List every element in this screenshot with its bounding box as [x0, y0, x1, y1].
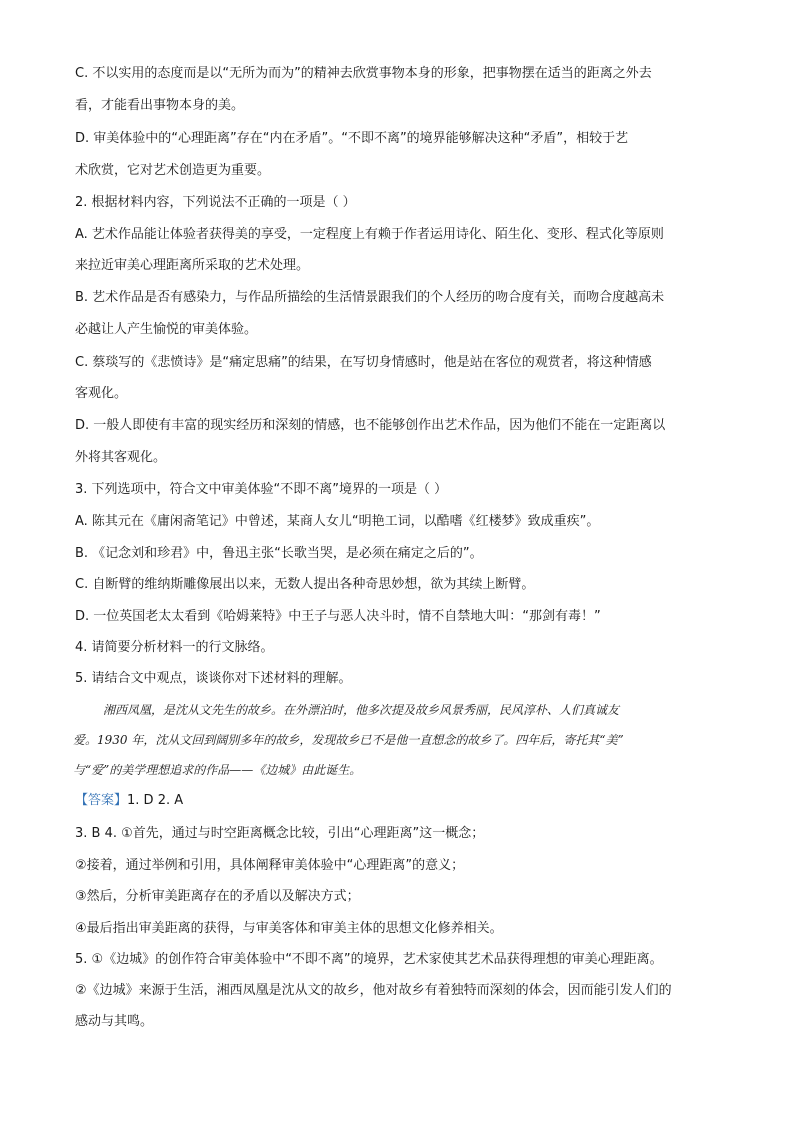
answer-label: 【答案】 [75, 793, 128, 808]
q2-option-c-line-1: C. 蔡琰写的《悲愤诗》是“痛定思痛”的结果，在写切身情感时，他是站在客位的观赏者，将这种情感 [75, 355, 652, 370]
q2-option-b-line-1: B. 艺术作品是否有感染力，与作品所描绘的生活情景跟我们的个人经历的吻合度有关，而吻合度越高未 [75, 290, 665, 305]
answer-line-1 [75, 793, 725, 809]
option-c-line-1: C. 不以实用的态度而是以“无所为而为”的精神去欣赏事物本身的形象，把事物摆在适当的距离之外去 [75, 66, 652, 81]
quote-line-3: 与“爱”的美学理想追求的作品——《边城》由此诞生。 [73, 763, 362, 777]
q2-option-d-line-2: 外将其客观化。 [75, 450, 167, 465]
answer-line-4: ③然后，分析审美距离存在的矛盾以及解决方式； [75, 889, 360, 904]
q2-option-d-line-1: D. 一般人即使有丰富的现实经历和深刻的情感，也不能够创作出艺术作品，因为他们不能在一定距离以 [75, 418, 666, 433]
answer-line-8: 感动与其鸣。 [75, 1014, 154, 1029]
answer-line-2: 3. B 4. ①首先，通过与时空距离概念比较，引出“心理距离”这一概念； [75, 826, 485, 841]
q3-option-b: B. 《记念刘和珍君》中，鲁迅主张“长歌当哭，是必须在痛定之后的”。 [75, 546, 483, 561]
q3-option-d: D. 一位英国老太太看到《哈姆莱特》中王子与恶人决斗时，情不自禁地大叫：“那剑有毒！” [75, 609, 601, 624]
answer-line-3: ②接着，通过举例和引用，具体阐释审美体验中“心理距离”的意义； [75, 858, 465, 873]
q2-option-b-line-2: 必越让人产生愉悦的审美体验。 [75, 322, 258, 337]
option-d-line-2: 术欣赏，它对艺术创造更为重要。 [75, 163, 271, 178]
question-5: 5. 请结合文中观点，谈谈你对下述材料的理解。 [75, 671, 352, 686]
q2-option-a-line-1: A. 艺术作品能让体验者获得美的享受，一定程度上有赖于作者运用诗化、陌生化、变形、程式化等原则 [75, 227, 664, 242]
question-2: 2. 根据材料内容，下列说法不正确的一项是（ ） [75, 195, 356, 210]
answer-line-6: 5. ①《边城》的创作符合审美体验中“不即不离”的境界，艺术家使其艺术品获得理想的审美心理距离。 [75, 952, 663, 967]
answer-line-7: ②《边城》来源于生活，湘西凤凰是沈从文的故乡，他对故乡有着独特而深刻的体会，因而能引发人们的 [75, 983, 672, 998]
q2-option-c-line-2: 客观化。 [75, 386, 128, 401]
q3-option-a: A. 陈其元在《庸闲斋笔记》中曾述，某商人女儿“明艳工词，以酷嗜《红楼梦》致成重疾”。 [75, 514, 600, 529]
quote-line-1: 湘西凤凰，是沈从文先生的故乡。在外漂泊时，他多次提及故乡风景秀丽，民风淳朴、人们真诚友 [103, 703, 620, 717]
quote-line-2: 爱。1930 年，沈从文回到阔别多年的故乡，发现故乡已不是他一直想念的故乡了。四年后，寄托其“美” [73, 733, 624, 747]
question-4: 4. 请简要分析材料一的行文脉络。 [75, 640, 274, 655]
answer-line-5: ④最后指出审美距离的获得，与审美客体和审美主体的思想文化修养相关。 [75, 921, 503, 936]
option-c-line-2: 看，才能看出事物本身的美。 [75, 98, 245, 113]
option-d-line-1: D. 审美体验中的“心理距离”存在“内在矛盾”。“不即不离”的境界能够解决这种“矛盾”，相较于艺 [75, 131, 629, 146]
answer-first: 1. D 2. A [127, 793, 184, 808]
q2-option-a-line-2: 来拉近审美心理距离所采取的艺术处理。 [75, 258, 310, 273]
question-3: 3. 下列选项中，符合文中审美体验“不即不离”境界的一项是（ ） [75, 482, 448, 497]
q3-option-c: C. 自断臂的维纳斯雕像展出以来，无数人提出各种奇思妙想，欲为其续上断臂。 [75, 577, 535, 592]
